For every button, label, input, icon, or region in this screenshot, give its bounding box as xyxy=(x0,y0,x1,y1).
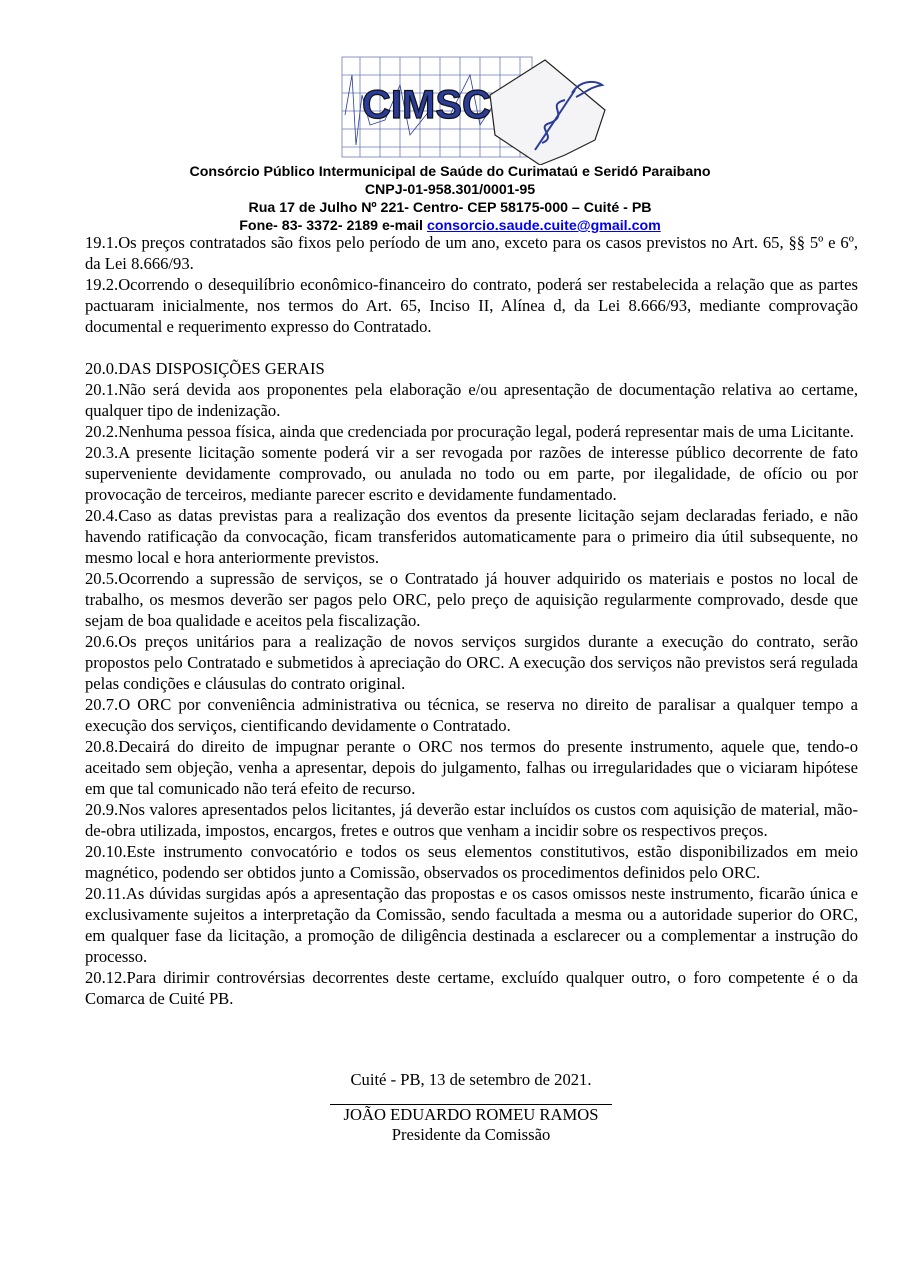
phone: Fone- 83- 3372- 2189 e-mail xyxy=(239,218,427,234)
document-body xyxy=(85,232,858,1009)
cimsc-logo xyxy=(340,55,610,165)
section-title: 20.0.DAS DISPOSIÇÕES GERAIS xyxy=(85,359,325,378)
clause-20-6: 20.6.Os preços unitários para a realização de novos serviços surgidos durante a execução do contrato, serão propostos pelo Contratado e submetidos à apreciação do ORC. A execução dos serviços não previstos será regulada pelas condições e cláusulas do contrato original. xyxy=(85,632,858,693)
signer-role: Presidente da Comissão xyxy=(391,1125,551,1144)
clause-19-1: 19.1.Os preços contratados são fixos pelo período de um ano, exceto para os casos previstos no Art. 65, §§ 5º e 6º, da Lei 8.666/93. xyxy=(85,233,858,273)
clause-20-8: 20.8.Decairá do direito de impugnar perante o ORC nos termos do presente instrumento, aquele que, tendo-o aceitado sem objeção, venha a apresentar, depois do julgamento, falhas ou irregularidades que o viciaram hipótese em que tal comunicado não terá efeito de recurso. xyxy=(85,737,858,798)
clause-20-3: 20.3.A presente licitação somente poderá vir a ser revogada por razões de interesse público decorrente de fato superveniente devidamente comprovado, ou anulada no todo ou em parte, por ilegalidade, de ofício ou por provocação de terceiros, mediante parecer escrito e devidamente fundamentado. xyxy=(85,443,858,504)
letterhead xyxy=(0,163,900,235)
clause-20-12: 20.12.Para dirimir controvérsias decorrentes deste certame, excluído qualquer outro, o foro competente é o da Comarca de Cuité PB. xyxy=(85,968,858,1008)
address: Rua 17 de Julho Nº 221- Centro- CEP 58175-000 – Cuité - PB xyxy=(248,200,652,216)
clause-20-9: 20.9.Nos valores apresentados pelos licitantes, já deverão estar incluídos os custos com aquisição de material, mão-de-obra utilizada, impostos, encargos, fretes e outros que venham a incidir sobre os respectivos preços. xyxy=(85,800,858,840)
place-date: Cuité - PB, 13 de setembro de 2021. xyxy=(350,1070,592,1089)
clause-20-7: 20.7.O ORC por conveniência administrativa ou técnica, se reserva no direito de paralisar a qualquer tempo a execução dos serviços, cientificando devidamente o Contratado. xyxy=(85,695,858,735)
cnpj: CNPJ-01-958.301/0001-95 xyxy=(364,182,536,198)
clause-20-5: 20.5.Ocorrendo a supressão de serviços, se o Contratado já houver adquirido os materiais e postos no local de trabalho, os mesmos deverão ser pagos pelo ORC, pelo preço de aquisição regularmente comprovado, desde que sejam de boa qualidade e aceitos pela fiscalização. xyxy=(85,569,858,630)
clause-19-2: 19.2.Ocorrendo o desequilíbrio econômico-financeiro do contrato, poderá ser restabelecida a relação que as partes pactuaram inicialmente, nos termos do Art. 65, Inciso II, Alínea d, da Lei 8.666/93, mediante comprovação documental e requerimento expresso do Contratado. xyxy=(85,275,858,336)
signature-block xyxy=(0,1070,900,1145)
clause-20-11: 20.11.As dúvidas surgidas após a apresentação das propostas e os casos omissos neste instrumento, ficarão única e exclusivamente sujeitos a interpretação da Comissão, sendo facultada a mesma ou a autoridade superior do ORC, em qualquer fase da licitação, a promoção de diligência destinada a esclarecer ou a complementar a instrução do processo. xyxy=(85,884,858,966)
signature-line xyxy=(330,1092,612,1105)
signer-name: JOÃO EDUARDO ROMEU RAMOS xyxy=(343,1105,599,1124)
clause-20-2: 20.2.Nenhuma pessoa física, ainda que credenciada por procuração legal, poderá representar mais de uma Licitante. xyxy=(85,422,854,441)
org-name: Consórcio Público Intermunicipal de Saúde do Curimataú e Seridó Paraibano xyxy=(189,164,711,180)
clause-20-10: 20.10.Este instrumento convocatório e todos os seus elementos constitutivos, estão disponibilizados em meio magnético, podendo ser obtidos junto a Comissão, observados os procedimentos definidos pelo ORC. xyxy=(85,842,858,882)
clause-20-4: 20.4.Caso as datas previstas para a realização dos eventos da presente licitação sejam declaradas feriado, e não havendo ratificação da convocação, ficam transferidos automaticamente para o primeiro dia útil subsequente, no mesmo local e hora anteriormente previstos. xyxy=(85,506,858,567)
logo-text: CIMSC xyxy=(362,83,491,127)
clause-20-1: 20.1.Não será devida aos proponentes pela elaboração e/ou apresentação de documentação relativa ao certame, qualquer tipo de indenização. xyxy=(85,380,858,420)
email-link[interactable]: consorcio.saude.cuite@gmail.com xyxy=(426,218,661,234)
